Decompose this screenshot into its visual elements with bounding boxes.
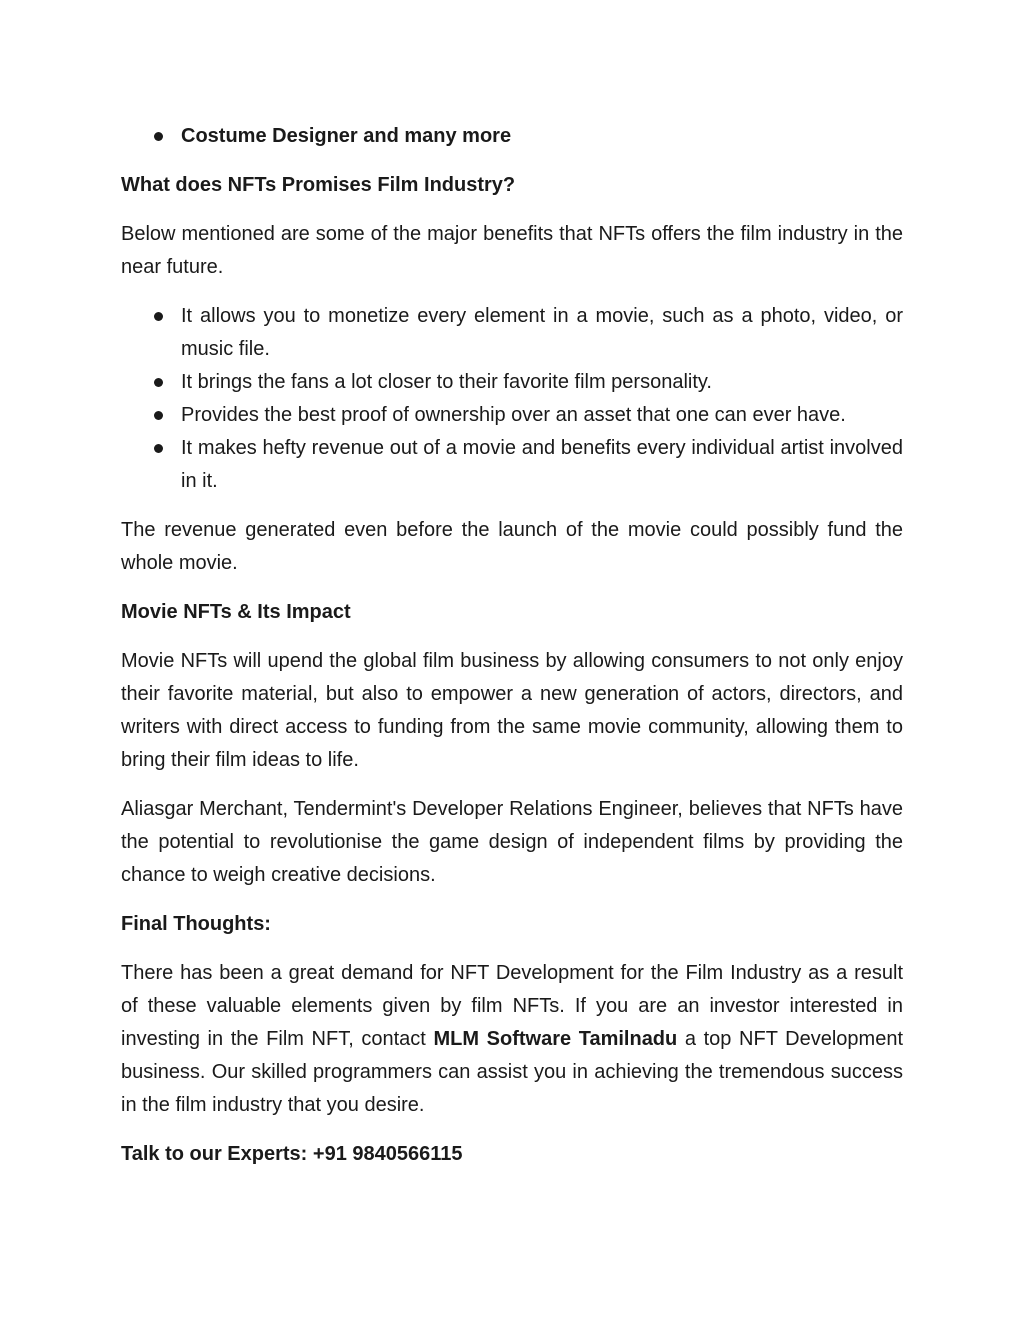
list-item-text: Costume Designer and many more (181, 125, 512, 147)
list-item-text: It allows you to monetize every element in a movie, such as a photo, video, or music file. (181, 305, 903, 360)
list-item-text: It brings the fans a lot closer to their favorite film personality. (181, 371, 712, 393)
top-bullet-list (121, 120, 903, 153)
quote-paragraph: Aliasgar Merchant, Tendermint's Developer Relations Engineer, believes that NFTs have the potential to revolutionise the game design of independent films by providing the chance to weigh creative decisions. (121, 798, 903, 886)
intro-paragraph: Below mentioned are some of the major benefits that NFTs offers the film industry in the near future. (121, 223, 903, 278)
document-page (121, 120, 903, 1187)
section-heading-impact: Movie NFTs & Its Impact (121, 601, 351, 623)
list-item-text: Provides the best proof of ownership over an asset that one can ever have. (181, 404, 846, 426)
bullet-icon (154, 411, 163, 420)
final-paragraph (121, 957, 903, 1122)
section-heading-nft-promises: What does NFTs Promises Film Industry? (121, 174, 516, 196)
final-text-after: a top NFT Development business. Our skilled programmers can assist you in achieving the tremendous success in the film industry that you desire. (121, 1028, 904, 1116)
list-item (121, 432, 903, 498)
list-item (121, 366, 903, 399)
company-name: MLM Software Tamilnadu (433, 1028, 678, 1050)
bullet-icon (154, 132, 163, 141)
revenue-paragraph: The revenue generated even before the launch of the movie could possibly fund the whole movie. (121, 519, 903, 574)
bullet-icon (154, 312, 163, 321)
benefits-list (121, 300, 903, 498)
bullet-icon (154, 378, 163, 387)
list-item (121, 300, 903, 366)
list-item (121, 399, 903, 432)
impact-paragraph: Movie NFTs will upend the global film business by allowing consumers to not only enjoy their favorite material, but also to empower a new generation of actors, directors, and writers with direct access to funding from the same movie community, allowing them to bring their film ideas to life. (121, 650, 903, 771)
contact-line: Talk to our Experts: +91 9840566115 (121, 1143, 463, 1165)
final-text-before: There has been a great demand for NFT Development for the Film Industry as a result of these valuable elements given by film NFTs. If you are an investor interested in investing in the Film NFT, contact (121, 962, 903, 1050)
list-item (121, 120, 903, 153)
section-heading-final-thoughts: Final Thoughts: (121, 913, 271, 935)
bullet-icon (154, 444, 163, 453)
list-item-text: It makes hefty revenue out of a movie and benefits every individual artist involved in it. (181, 437, 903, 492)
